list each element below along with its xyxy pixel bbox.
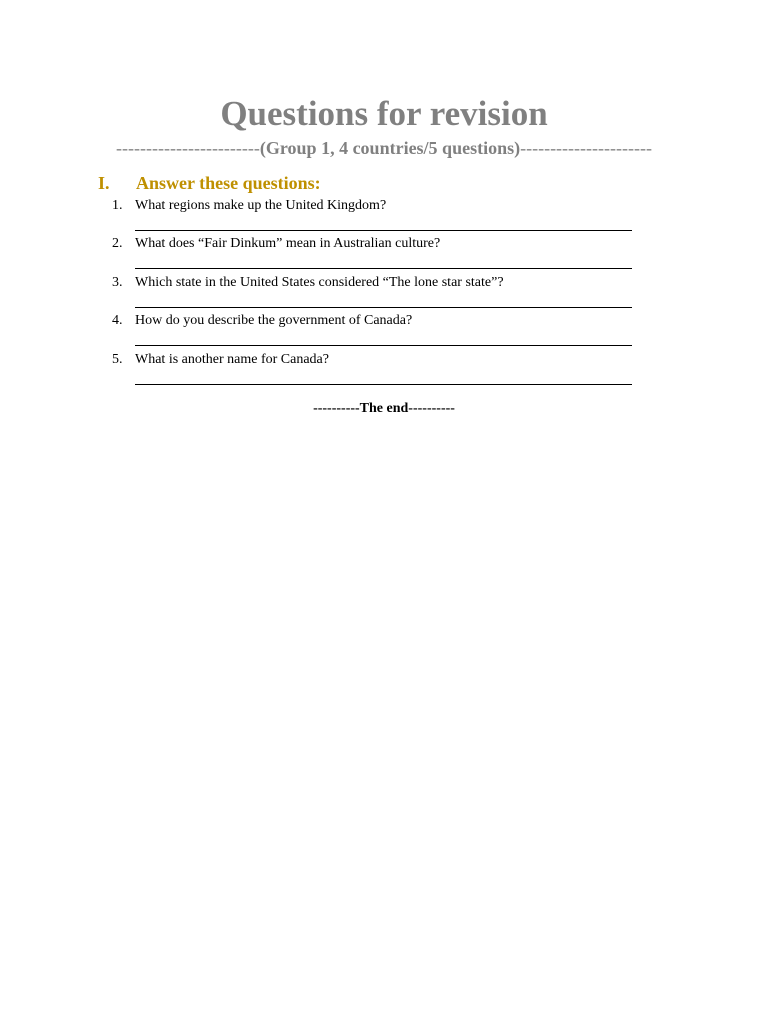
question-item <box>0 235 768 273</box>
section-heading-text: Answer these questions: <box>136 173 321 193</box>
subtitle-leading-dashes: ------------------------ <box>116 138 260 158</box>
section-numeral: I. <box>98 173 110 193</box>
page-title: Questions for revision <box>220 94 548 133</box>
answer-line <box>135 230 632 231</box>
question-text: What regions make up the United Kingdom? <box>135 198 387 213</box>
subtitle-text: (Group 1, 4 countries/5 questions) <box>259 138 521 158</box>
question-text: What is another name for Canada? <box>135 351 329 367</box>
question-text: What does “Fair Dinkum” mean in Australian culture? <box>135 236 441 252</box>
page-subtitle <box>0 136 768 160</box>
question-text: Which state in the United States considered “The lone star state”? <box>135 274 504 290</box>
question-list <box>0 197 768 389</box>
question-item <box>0 197 768 235</box>
question-item <box>0 274 768 312</box>
answer-line <box>135 307 632 308</box>
question-number: 3. <box>112 274 123 290</box>
answer-line <box>135 345 632 346</box>
subtitle-trailing-dashes: ---------------------- <box>520 138 652 158</box>
question-number: 2. <box>112 236 123 252</box>
the-end-text: ----------The end---------- <box>313 401 455 416</box>
question-number: 5. <box>112 351 123 367</box>
answer-line <box>135 268 632 269</box>
question-number: 4. <box>112 313 123 329</box>
answer-line <box>135 384 632 385</box>
question-number: 1. <box>112 198 123 213</box>
question-item <box>0 312 768 350</box>
question-text: How do you describe the government of Canada? <box>135 313 413 329</box>
section-heading <box>98 171 321 195</box>
question-item <box>0 351 768 389</box>
